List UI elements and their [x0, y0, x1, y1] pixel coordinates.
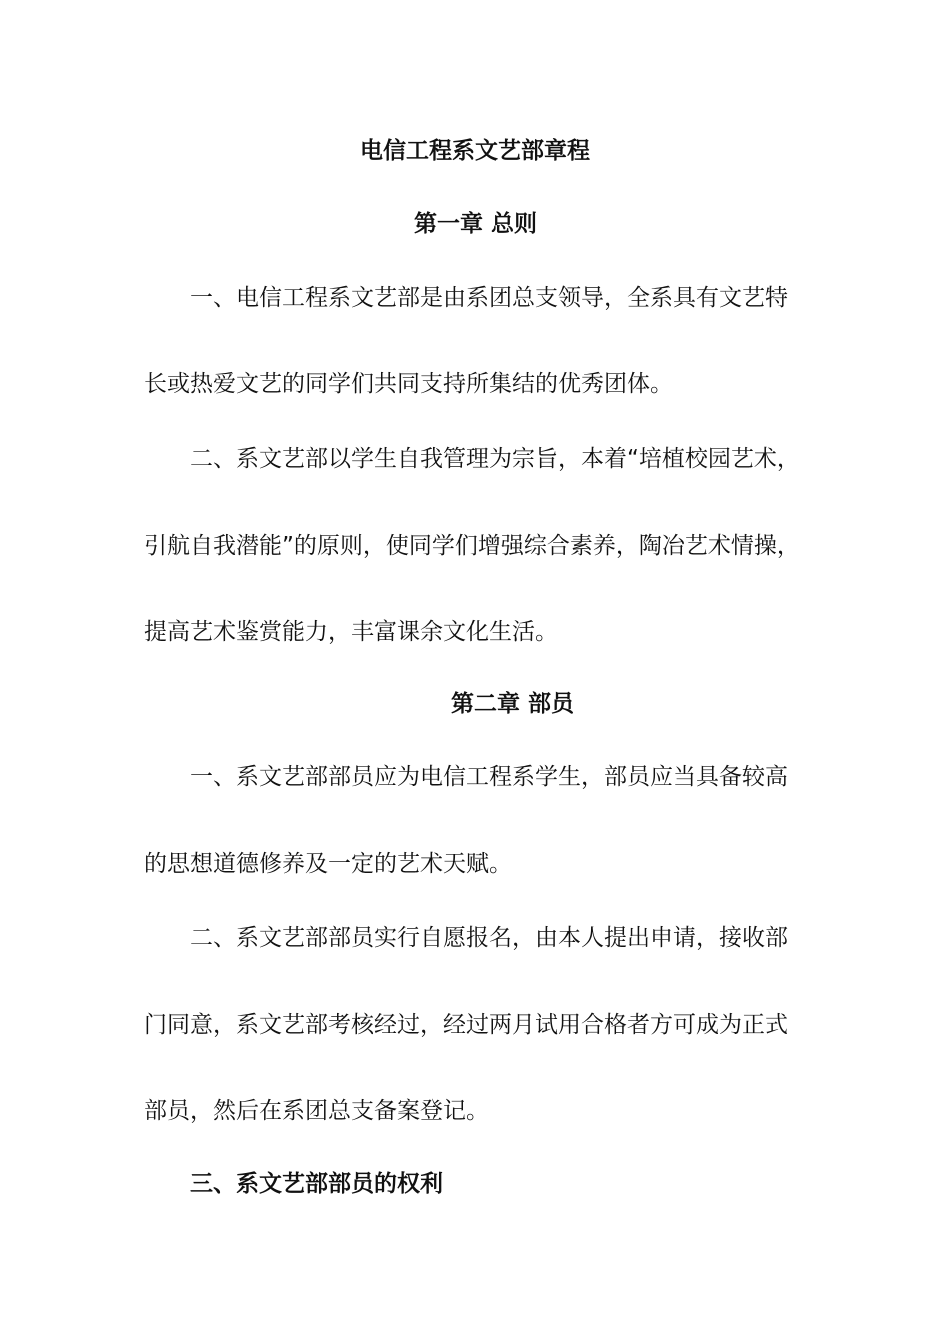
chapter-2-para-2-line-2: 门同意，系文艺部考核经过，经过两月试用合格者方可成为正式: [144, 1012, 788, 1038]
chapter-1-para-1-line-1: 一、电信工程系文艺部是由系团总支领导，全系具有文艺特: [190, 285, 788, 311]
chapter-2-section-3-heading: 三、系文艺部部员的权利: [190, 1171, 443, 1197]
document-title: 电信工程系文艺部章程: [360, 138, 590, 164]
chapter-1-para-2-line-1: 二、系文艺部以学生自我管理为宗旨，本着“培植校园艺术，: [190, 446, 800, 472]
chapter-2-para-1-line-2: 的思想道德修养及一定的艺术天赋。: [144, 851, 512, 877]
chapter-2-heading: 第二章 部员: [451, 691, 575, 717]
chapter-2-para-2-line-1: 二、系文艺部部员实行自愿报名，由本人提出申请，接收部: [190, 925, 788, 951]
chapter-2-para-2-line-3: 部员，然后在系团总支备案登记。: [144, 1098, 489, 1124]
chapter-1-para-2-line-3: 提高艺术鉴赏能力，丰富课余文化生活。: [144, 619, 558, 645]
chapter-1-para-2-line-2: 引航自我潜能”的原则，使同学们增强综合素养，陶冶艺术情操，: [144, 533, 800, 559]
chapter-1-para-1-line-2: 长或热爱文艺的同学们共同支持所集结的优秀团体。: [144, 371, 673, 397]
chapter-2-para-1-line-1: 一、系文艺部部员应为电信工程系学生，部员应当具备较高: [190, 764, 788, 790]
chapter-1-heading: 第一章 总则: [414, 211, 538, 237]
